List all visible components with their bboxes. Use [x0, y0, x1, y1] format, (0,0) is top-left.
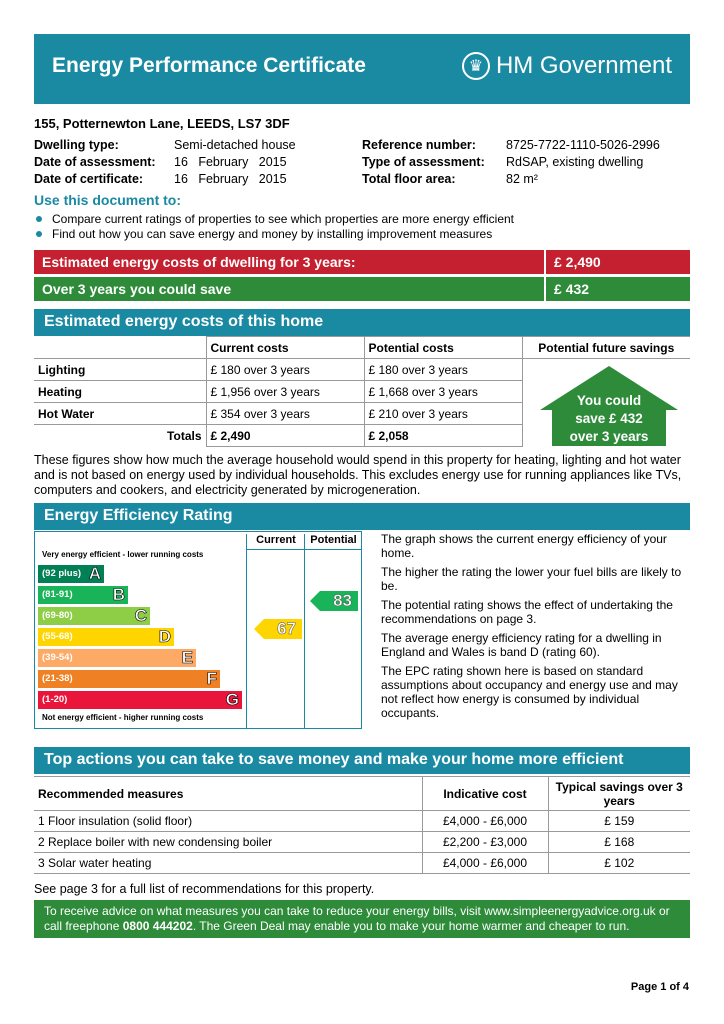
property-address: 155, Potternewton Lane, LEEDS, LS7 3DF — [34, 116, 290, 131]
certificate-date-value: 16 February 2015 — [174, 172, 287, 186]
reference-number-label: Reference number: — [362, 138, 476, 152]
band-letter: A — [88, 564, 101, 583]
eer-note: The potential rating shows the effect of undertaking the recommendations on page 3. — [381, 598, 673, 626]
measures-header: Recommended measures — [34, 777, 422, 811]
floor-area-value: 82 m² — [506, 172, 538, 186]
measure-name: 3 Solar water heating — [34, 853, 422, 874]
bullet-text: Find out how you can save energy and money by installing improvement measures — [52, 227, 493, 241]
dwelling-type-label: Dwelling type: — [34, 138, 119, 152]
current-column-header: Current — [256, 534, 296, 546]
measure-saving: £ 168 — [548, 832, 690, 853]
list-item — [34, 227, 514, 242]
eer-notes — [381, 532, 691, 725]
actions-section-heading: Top actions you can take to save money and make your home more efficient — [34, 747, 690, 774]
hm-government-text: HM Government — [495, 52, 672, 79]
future-savings-header: Potential future savings — [522, 337, 690, 359]
band-letter: G — [225, 690, 239, 709]
table-row — [34, 832, 690, 853]
potential-costs-header: Potential costs — [364, 337, 522, 359]
rating-band-e — [38, 649, 196, 667]
rating-band-c — [38, 607, 150, 625]
measure-cost: £4,000 - £6,000 — [422, 853, 548, 874]
header-banner — [34, 34, 690, 104]
potential-rating-value: 83 — [333, 591, 352, 610]
measure-saving: £ 159 — [548, 811, 690, 832]
bullet-icon — [36, 216, 42, 222]
band-range: (1-20) — [42, 694, 68, 705]
details-row — [34, 155, 694, 172]
cost-potential: £ 1,668 over 3 years — [364, 381, 522, 403]
band-letter: E — [181, 648, 193, 667]
band-range: (21-38) — [42, 673, 73, 684]
current-rating-marker — [254, 619, 302, 639]
dwelling-type-value: Semi-detached house — [174, 138, 296, 152]
advice-box — [34, 900, 690, 938]
use-document-heading: Use this document to: — [34, 192, 182, 208]
cost-potential: £ 180 over 3 years — [364, 359, 522, 381]
rating-band-b — [38, 586, 128, 604]
band-range: (55-68) — [42, 631, 73, 642]
cost-potential: £ 210 over 3 years — [364, 403, 522, 425]
floor-area-label: Total floor area: — [362, 172, 456, 186]
assessment-type-label: Type of assessment: — [362, 155, 485, 169]
page-number: Page 1 of 4 — [630, 981, 689, 993]
savings-bar — [34, 277, 690, 301]
divider — [304, 534, 305, 729]
hm-government-logo — [462, 52, 672, 80]
assessment-date-label: Date of assessment: — [34, 155, 156, 169]
list-item — [34, 212, 514, 227]
costs-explanation: These figures show how much the average household would spend in this property for heating, lighting and hot water and is not based on energy used by individual households. This excludes energy use for running appliances like TVs, computers and cookers, and electricity generated by microgeneration. — [34, 453, 682, 497]
band-range: (69-80) — [42, 610, 73, 621]
estimated-cost-label: Estimated energy costs of dwelling for 3 years: — [42, 254, 356, 270]
advice-phone: 0800 444202 — [122, 919, 193, 933]
bullet-text: Compare current ratings of properties to see which properties are more energy efficient — [52, 212, 515, 226]
savings-line: save £ 432 — [575, 411, 643, 426]
assessment-date-value: 16 February 2015 — [174, 155, 287, 169]
savings-label: Over 3 years you could save — [42, 281, 232, 297]
cost-current: £ 180 over 3 years — [206, 359, 364, 381]
savings-line: over 3 years — [569, 429, 649, 444]
property-details — [34, 138, 694, 189]
divider — [246, 549, 362, 550]
assessment-type-value: RdSAP, existing dwelling — [506, 155, 644, 169]
totals-label: Totals — [34, 425, 206, 447]
potential-rating-marker — [310, 591, 358, 611]
current-rating-value: 67 — [277, 619, 296, 638]
band-letter: B — [112, 585, 125, 604]
savings-header: Typical savings over 3 years — [548, 777, 690, 811]
band-range: (39-54) — [42, 652, 73, 663]
rating-band-d — [38, 628, 174, 646]
savings-line: You could — [576, 393, 642, 408]
table-row — [34, 853, 690, 874]
measure-name: 1 Floor insulation (solid floor) — [34, 811, 422, 832]
eer-note: The average energy efficiency rating for a dwelling in England and Wales is band D (rating 60). — [381, 631, 662, 659]
band-range: (92 plus) — [42, 568, 82, 579]
band-letter: F — [206, 669, 217, 688]
cost-current: £ 1,956 over 3 years — [206, 381, 364, 403]
current-costs-header: Current costs — [206, 337, 364, 359]
advice-text: . The Green Deal may enable you to make your home warmer and cheaper to run. — [192, 919, 630, 933]
cost-row-label: Heating — [34, 381, 206, 403]
certificate-date-label: Date of certificate: — [34, 172, 144, 186]
cost-current: £ 354 over 3 years — [206, 403, 364, 425]
details-row — [34, 172, 694, 189]
measure-name: 2 Replace boiler with new condensing boiler — [34, 832, 422, 853]
costs-section-heading: Estimated energy costs of this home — [34, 309, 690, 336]
eer-note: The higher the rating the lower your fuel bills are likely to be. — [381, 565, 682, 593]
rating-band-f — [38, 670, 220, 688]
advice-text: To receive advice on what measures you can take to reduce your energy bills, visit www.simpleenergyadvice.org.uk or call freephone — [44, 904, 670, 933]
inefficient-label: Not energy efficient - higher running costs — [42, 713, 204, 722]
cost-row-label: Lighting — [34, 359, 206, 381]
document-title: Energy Performance Certificate — [52, 54, 366, 77]
table-header-row — [34, 337, 690, 359]
estimated-cost-value: £ 2,490 — [544, 250, 690, 274]
use-bullet-list — [34, 212, 514, 242]
savings-callout — [550, 392, 668, 446]
rating-band-g — [38, 691, 242, 709]
divider — [246, 534, 247, 729]
band-letter: C — [134, 606, 147, 625]
actions-table — [34, 776, 690, 874]
estimated-cost-bar — [34, 250, 690, 274]
table-header-row — [34, 777, 690, 811]
savings-value: £ 432 — [544, 277, 690, 301]
eer-note: The EPC rating shown here is based on standard assumptions about occupancy and energy use and may not reflect how energy is consumed by individual occupants. — [381, 664, 678, 720]
efficient-label: Very energy efficient - lower running costs — [42, 550, 204, 559]
measure-saving: £ 102 — [548, 853, 690, 874]
cost-row-label: Hot Water — [34, 403, 206, 425]
see-page-note: See page 3 for a full list of recommendations for this property. — [34, 882, 375, 896]
totals-potential: £ 2,058 — [364, 425, 522, 447]
cost-header: Indicative cost — [422, 777, 548, 811]
reference-number-value: 8725-7722-1110-5026-2996 — [506, 138, 660, 152]
measure-cost: £2,200 - £3,000 — [422, 832, 548, 853]
eer-note: The graph shows the current energy efficiency of your home. — [381, 532, 667, 560]
royal-crest-icon: ♛ — [462, 52, 490, 80]
eer-section-heading: Energy Efficiency Rating — [34, 503, 690, 530]
band-letter: D — [158, 627, 171, 646]
measure-cost: £4,000 - £6,000 — [422, 811, 548, 832]
rating-band-a — [38, 565, 104, 583]
bullet-icon — [36, 231, 42, 237]
table-row — [34, 811, 690, 832]
totals-current: £ 2,490 — [206, 425, 364, 447]
band-range: (81-91) — [42, 589, 73, 600]
potential-column-header: Potential — [310, 534, 357, 546]
details-row — [34, 138, 694, 155]
